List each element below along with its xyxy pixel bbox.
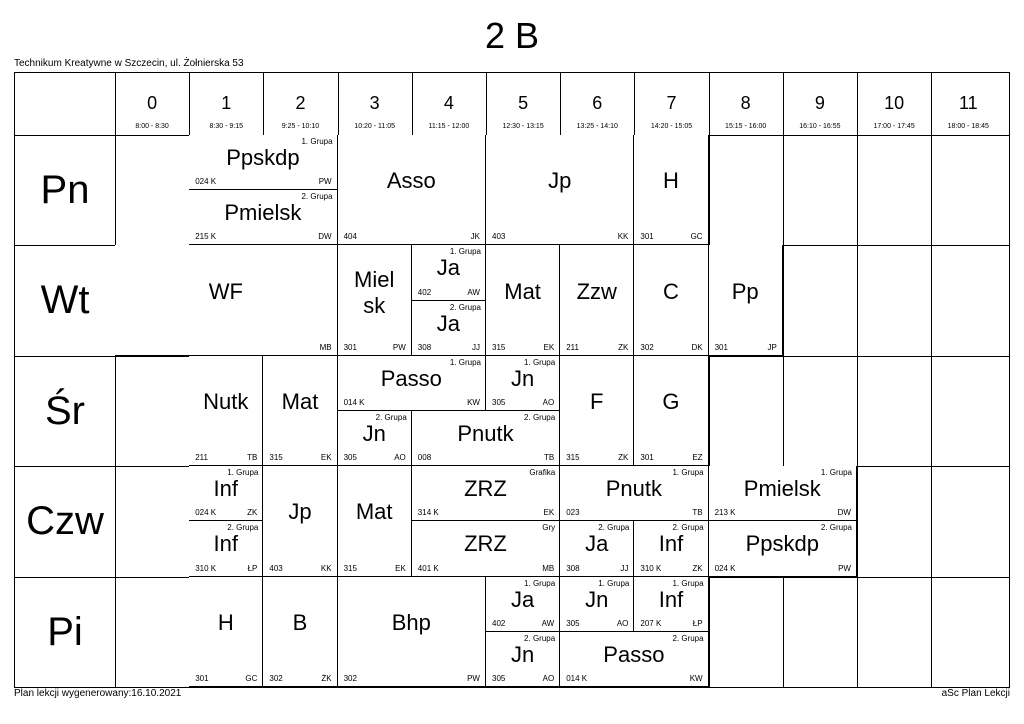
lesson-room: 401 K xyxy=(417,563,439,573)
lesson-room: 404 xyxy=(343,232,357,242)
lesson-group: 2. Grupa xyxy=(820,523,852,533)
lesson-group: 2. Grupa xyxy=(375,413,407,422)
lesson-group: 1. Grupa xyxy=(820,468,852,478)
lesson-group: 1. Grupa xyxy=(449,247,481,257)
lesson-teacher: ŁP xyxy=(692,618,703,628)
lesson-teacher: ŁP xyxy=(247,563,258,573)
lesson-subject: ZRZ xyxy=(464,476,507,502)
lesson-cell xyxy=(189,356,263,466)
lesson-subject: Nutk xyxy=(203,388,249,414)
lesson-room: 211 xyxy=(566,342,579,352)
column-divider xyxy=(709,73,710,687)
period-number: 8 xyxy=(740,93,751,113)
period-time: 8:00 - 8:30 xyxy=(135,123,169,130)
lesson-subject: Ja xyxy=(436,310,461,336)
lesson-teacher: DW xyxy=(318,232,332,242)
lesson-subject: Pp xyxy=(731,278,759,304)
lesson-room: 310 K xyxy=(195,563,217,573)
day-label: Śr xyxy=(45,388,85,433)
lesson-subject: Pnutk xyxy=(605,476,663,502)
lesson-room: 211 xyxy=(195,453,208,463)
lesson-subject: Jp xyxy=(288,499,312,525)
lesson-room: 402 xyxy=(417,287,432,297)
lesson-room: 023 xyxy=(566,508,580,518)
lesson-room: 024 K xyxy=(714,563,736,573)
lesson-group: 1. Grupa xyxy=(227,468,259,478)
generated-date: Plan lekcji wygenerowany:16.10.2021 xyxy=(14,688,182,699)
lesson-room: 315 xyxy=(343,563,357,573)
period-number: 3 xyxy=(369,93,380,113)
lesson-room: 308 xyxy=(566,563,580,573)
lesson-group: 2. Grupa xyxy=(301,192,333,202)
lesson-teacher: PW xyxy=(838,563,851,573)
lesson-group: 2. Grupa xyxy=(672,633,704,643)
lesson-room: 301 xyxy=(714,342,728,352)
lesson-subject: Jn xyxy=(510,641,535,667)
period-number: 4 xyxy=(443,93,454,113)
lesson-teacher: KK xyxy=(617,232,629,242)
lesson-subject: Zzw xyxy=(576,278,617,304)
lesson-cell xyxy=(560,632,708,687)
lesson-teacher: MB xyxy=(542,563,555,573)
lesson-group: 1. Grupa xyxy=(672,578,704,588)
lesson-subject: Mat xyxy=(504,278,541,304)
lesson-group: 1. Grupa xyxy=(672,468,704,478)
lesson-group: 2. Grupa xyxy=(672,523,704,533)
timetable-title: 2 B xyxy=(484,15,540,56)
lesson-room: 403 xyxy=(492,232,506,242)
lesson-subject: Jn xyxy=(510,365,535,391)
period-time: 17:00 - 17:45 xyxy=(873,123,915,130)
lesson-teacher: TB xyxy=(247,453,258,463)
lesson-cell xyxy=(338,411,412,466)
period-time: 15:15 - 16:00 xyxy=(725,123,767,130)
lesson-subject: Ja xyxy=(585,531,609,557)
lesson-cell xyxy=(709,466,857,521)
period-time: 14:20 - 15:05 xyxy=(650,123,693,130)
lesson-subject: Mat xyxy=(281,388,319,414)
lesson-room: 305 xyxy=(566,618,580,628)
lesson-group: Gry xyxy=(542,523,556,533)
day-label: Pi xyxy=(47,609,83,654)
lesson-room: 310 K xyxy=(640,563,662,573)
lesson-subject: Ja xyxy=(436,255,461,281)
lesson-teacher: GC xyxy=(690,232,703,242)
lesson-subject: Ppskdp xyxy=(226,145,300,170)
lesson-cell xyxy=(338,577,486,687)
lesson-teacher: ŻK xyxy=(321,673,332,683)
lesson-group: 1. Grupa xyxy=(598,578,630,588)
column-divider xyxy=(857,73,858,687)
lesson-room: 314 K xyxy=(417,508,439,518)
lesson-subject: Inf xyxy=(213,531,239,557)
lesson-subject: ZRZ xyxy=(464,531,507,557)
period-number: 7 xyxy=(666,93,677,113)
period-number: 5 xyxy=(518,93,529,113)
lesson-teacher: ZK xyxy=(618,453,629,463)
lesson-teacher: MB xyxy=(319,342,332,352)
period-number: 6 xyxy=(592,93,603,113)
lesson-room: 302 xyxy=(269,673,283,683)
lesson-teacher: EK xyxy=(543,508,555,518)
lesson-teacher: TB xyxy=(692,508,703,518)
lesson-subject: WF xyxy=(208,278,243,304)
school-name: Technikum Kreatywne w Szczecin, ul. Żołnierska 53 xyxy=(14,58,244,69)
lesson-teacher: JJ xyxy=(620,563,629,573)
lesson-subject: Passo xyxy=(380,365,442,391)
lesson-cell xyxy=(486,356,560,411)
lesson-teacher: EK xyxy=(320,453,332,463)
lesson-room: 308 xyxy=(417,342,432,352)
lesson-group: 1. Grupa xyxy=(524,357,556,367)
lesson-subject: H xyxy=(663,168,679,194)
lesson-cell xyxy=(412,411,560,466)
lesson-subject: Inf xyxy=(213,476,239,502)
lesson-cell xyxy=(486,632,560,687)
software-credit: aSc Plan Lekcji xyxy=(941,688,1010,699)
lesson-room: 302 xyxy=(640,342,654,352)
lesson-cell xyxy=(263,577,337,687)
lesson-teacher: PW xyxy=(467,673,480,683)
lesson-teacher: AW xyxy=(467,287,480,297)
lesson-cell xyxy=(412,245,486,300)
lesson-cell xyxy=(634,356,708,466)
period-time: 8:30 - 9:15 xyxy=(209,123,244,130)
lesson-cell xyxy=(412,521,560,576)
lesson-teacher: AO xyxy=(394,453,406,463)
lesson-teacher: ZK xyxy=(618,342,629,352)
day-label: Czw xyxy=(26,499,104,544)
lesson-cell xyxy=(634,135,708,245)
lesson-cell xyxy=(486,245,560,355)
lesson-cell xyxy=(263,466,337,576)
lesson-cell xyxy=(338,135,486,245)
lesson-teacher: JJ xyxy=(471,342,480,352)
lesson-room: 403 xyxy=(269,563,283,573)
lesson-room: 302 xyxy=(343,673,357,683)
period-number: 9 xyxy=(814,93,825,113)
lesson-group: 1. Grupa xyxy=(449,357,481,367)
lesson-subject: B xyxy=(292,609,308,635)
lesson-group: 2. Grupa xyxy=(524,413,556,422)
lesson-cell xyxy=(263,356,337,466)
lesson-subject: Inf xyxy=(658,531,684,557)
period-time: 9:25 - 10:10 xyxy=(281,123,320,130)
period-time: 18:00 - 18:45 xyxy=(947,123,989,130)
lesson-group: 2. Grupa xyxy=(598,523,630,533)
lesson-teacher: GC xyxy=(245,673,258,683)
lesson-cell xyxy=(412,301,486,356)
lesson-teacher: ZK xyxy=(247,508,258,518)
lesson-room: 402 xyxy=(492,618,506,628)
lesson-cell xyxy=(560,521,634,576)
lesson-cell xyxy=(560,245,634,355)
period-number: 11 xyxy=(958,93,978,113)
lesson-group: Grafika xyxy=(529,468,556,478)
lesson-cell xyxy=(189,135,337,190)
column-divider xyxy=(931,73,932,687)
lesson-teacher: EZ xyxy=(692,453,703,463)
lesson-cell xyxy=(709,521,857,576)
lesson-subject: Pmielsk xyxy=(743,476,821,502)
lesson-group: 1. Grupa xyxy=(301,137,333,146)
lesson-room: 305 xyxy=(343,453,357,463)
lesson-teacher: AO xyxy=(616,618,629,628)
lesson-cell xyxy=(338,466,412,576)
lesson-subject: Passo xyxy=(603,641,665,667)
lesson-room: 024 K xyxy=(195,508,217,518)
lesson-subject: Ppskdp xyxy=(745,531,819,557)
lesson-room: 305 xyxy=(492,673,506,683)
lesson-subject: C xyxy=(663,278,679,304)
period-time: 12:30 - 13:15 xyxy=(502,123,544,130)
lesson-room: 207 K xyxy=(640,618,662,628)
lesson-group: 2. Grupa xyxy=(449,302,481,312)
lesson-cell xyxy=(338,356,486,411)
lesson-cell xyxy=(560,356,634,466)
period-number: 10 xyxy=(884,93,905,113)
lesson-cell xyxy=(634,577,708,632)
lesson-cell xyxy=(412,466,560,521)
lesson-room: 305 xyxy=(492,397,506,407)
lesson-cell xyxy=(634,245,708,355)
lesson-subject: Bhp xyxy=(391,609,431,635)
lesson-cell xyxy=(486,577,560,632)
lesson-teacher: DK xyxy=(691,342,703,352)
lesson-subject: Jp xyxy=(548,168,572,194)
lesson-teacher: AW xyxy=(541,618,555,628)
period-time: 13:25 - 14:10 xyxy=(576,123,618,130)
lesson-teacher: KW xyxy=(467,397,480,407)
lesson-subject: Asso xyxy=(386,168,436,194)
lesson-teacher: EK xyxy=(543,342,555,352)
lesson-room: 008 xyxy=(417,453,432,463)
lesson-teacher: AO xyxy=(542,673,555,683)
lesson-subject: Mielsk xyxy=(354,266,395,318)
period-time: 11:15 - 12:00 xyxy=(428,123,470,130)
timetable-grid xyxy=(14,72,1010,688)
lesson-room: 315 xyxy=(269,453,283,463)
lesson-teacher: EK xyxy=(395,563,406,573)
lesson-teacher: ZK xyxy=(692,563,703,573)
lesson-subject: F xyxy=(590,388,604,414)
lesson-room: 301 xyxy=(640,453,654,463)
day-label: Wt xyxy=(40,278,90,323)
lesson-teacher: TB xyxy=(543,453,555,463)
lesson-teacher: KK xyxy=(320,563,332,573)
lesson-group: 2. Grupa xyxy=(227,523,259,533)
lesson-subject: Mat xyxy=(355,499,393,525)
lesson-subject: Jn xyxy=(585,586,609,612)
lesson-room: 213 K xyxy=(714,508,736,518)
lesson-subject: Jn xyxy=(362,421,386,446)
period-number: 1 xyxy=(221,93,232,113)
lesson-cell xyxy=(560,577,634,632)
lesson-group: 2. Grupa xyxy=(524,633,556,643)
lesson-room: 315 xyxy=(492,342,506,352)
lesson-room: 301 xyxy=(640,232,654,242)
lesson-room: 024 K xyxy=(195,177,217,187)
lesson-cell xyxy=(189,521,263,576)
lesson-subject: Pmielsk xyxy=(224,200,302,226)
lesson-cell xyxy=(189,190,337,245)
lesson-cell xyxy=(189,577,263,687)
period-number: 2 xyxy=(295,93,306,113)
lesson-room: 014 K xyxy=(343,397,365,407)
lesson-teacher: DW xyxy=(837,508,851,518)
lesson-room: 014 K xyxy=(566,673,588,683)
period-number: 0 xyxy=(147,93,158,113)
lesson-teacher: PW xyxy=(318,177,332,187)
lesson-subject: Inf xyxy=(658,586,684,612)
lesson-room: 301 xyxy=(343,342,357,352)
period-time: 16:10 - 16:55 xyxy=(799,123,841,130)
lesson-group: 1. Grupa xyxy=(524,578,556,588)
lesson-teacher: AO xyxy=(542,397,555,407)
lesson-cell xyxy=(338,245,412,355)
period-time: 10:20 - 11:05 xyxy=(354,123,396,130)
lesson-subject: G xyxy=(662,388,680,414)
column-divider xyxy=(115,73,116,687)
lesson-teacher: PW xyxy=(392,342,406,352)
lesson-subject: H xyxy=(217,609,234,635)
lesson-cell xyxy=(634,521,708,576)
lesson-cell xyxy=(486,135,634,245)
lesson-subject: Ja xyxy=(510,586,535,612)
lesson-cell xyxy=(709,245,783,355)
lesson-room: 315 xyxy=(566,453,580,463)
lesson-room: 215 K xyxy=(195,232,217,242)
lesson-cell xyxy=(115,245,338,355)
lesson-subject: Pnutk xyxy=(457,421,514,446)
lesson-teacher: KW xyxy=(689,673,703,683)
column-divider xyxy=(783,73,784,687)
lesson-teacher: JK xyxy=(470,232,480,242)
lesson-cell xyxy=(560,466,708,521)
lesson-teacher: JP xyxy=(767,342,777,352)
lesson-cell xyxy=(189,466,263,521)
lesson-room: 301 xyxy=(195,673,209,683)
day-label: Pn xyxy=(40,168,90,212)
